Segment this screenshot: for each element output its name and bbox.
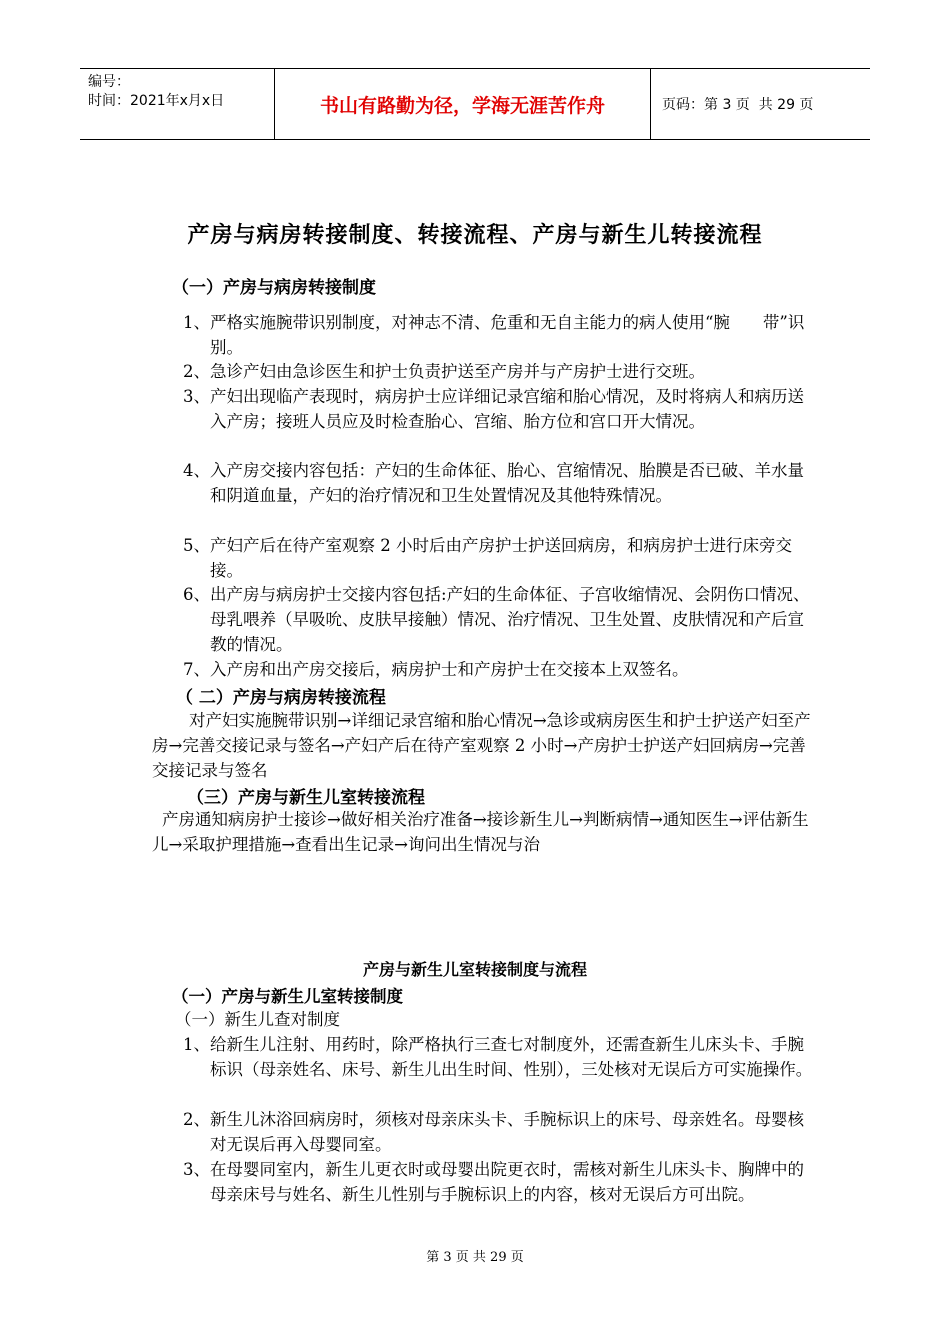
list-item: 5、产妇产后在待产室观察 2 小时后由产房护士护送回病房，和病房护士进行床旁交接。 xyxy=(183,536,792,580)
list-item: 2、急诊产妇由急诊医生和护士负责护送至产房并与产房护士进行交班。 xyxy=(183,362,705,381)
doc2-subheading: （一）新生儿查对制度 xyxy=(175,1010,340,1029)
page-footer: 第 3 页 共 29 页 xyxy=(426,1250,524,1265)
list-item: 1、严格实施腕带识别制度，对神志不清、危重和无自主能力的病人使用“腕 带”识别。 xyxy=(183,313,805,357)
list-item: 7、入产房和出产房交接后，病房护士和产房护士在交接本上双签名。 xyxy=(183,660,689,679)
header-meta xyxy=(80,69,275,139)
section2-heading: （ 二）产房与病房转接流程 xyxy=(176,688,386,708)
serial-label: 编号： xyxy=(88,74,130,90)
list-item: 4、入产房交接内容包括：产妇的生命体征、胎心、宫缩情况、胎膜是否已破、羊水量和阴道血量，产妇的治疗情况和卫生处置情况及其他特殊情况。 xyxy=(183,461,804,505)
section3-heading: （三）产房与新生儿室转接流程 xyxy=(187,788,425,808)
date-label: 时间：2021年x月x日 xyxy=(88,93,225,109)
list-item: 1、给新生儿注射、用药时，除严格执行三查七对制度外，还需查新生儿床头卡、手腕标识（母亲姓名、床号、新生儿出生时间、性别），三处核对无误后方可实施操作。 xyxy=(183,1035,813,1079)
section2-flow-text: 对产妇实施腕带识别→详细记录宫缩和胎心情况→急诊或病房医生和护士护送产妇至产房→完善交接记录与签名→产妇产后在待产室观察 2 小时→产房护士护送产妇回病房→完善交接记录与签名 xyxy=(152,711,811,780)
list-item: 6、出产房与病房护士交接内容包括:产妇的生命体征、子宫收缩情况、会阴伤口情况、母乳喂养（早吸吮、皮肤早接触）情况、治疗情况、卫生处置、皮肤情况和产后宣教的情况。 xyxy=(183,585,810,654)
document2-title: 产房与新生儿室转接制度与流程 xyxy=(362,960,587,979)
section3-flow-text: 产房通知病房护士接诊→做好相关治疗准备→接诊新生儿→判断病情→通知医生→评估新生儿→采取护理措施→查看出生记录→询问出生情况与治 xyxy=(152,810,809,854)
section1-heading: （一）产房与病房转接制度 xyxy=(172,278,376,298)
list-item: 3、产妇出现临产表现时，病房护士应详细记录宫缩和胎心情况，及时将病人和病历送入产房；接班人员应及时检查胎心、宫缩、胎方位和宫口开大情况。 xyxy=(183,387,804,431)
header-page-label: 页码：第 3 页 共 29 页 xyxy=(662,97,814,113)
header-motto: 书山有路勤为径，学海无涯苦作舟 xyxy=(275,69,651,139)
list-item: 2、新生儿沐浴回病房时，须核对母亲床头卡、手腕标识上的床号、母亲姓名。母婴核对无误后再入母婴同室。 xyxy=(183,1110,804,1154)
document-title: 产房与病房转接制度、转接流程、产房与新生儿转接流程 xyxy=(187,223,763,248)
doc2-heading: （一）产房与新生儿室转接制度 xyxy=(172,987,403,1006)
list-item: 3、在母婴同室内，新生儿更衣时或母婴出院更衣时，需核对新生儿床头卡、胸牌中的母亲床号与姓名、新生儿性别与手腕标识上的内容，核对无误后方可出院。 xyxy=(183,1160,804,1204)
page-header xyxy=(80,68,870,140)
